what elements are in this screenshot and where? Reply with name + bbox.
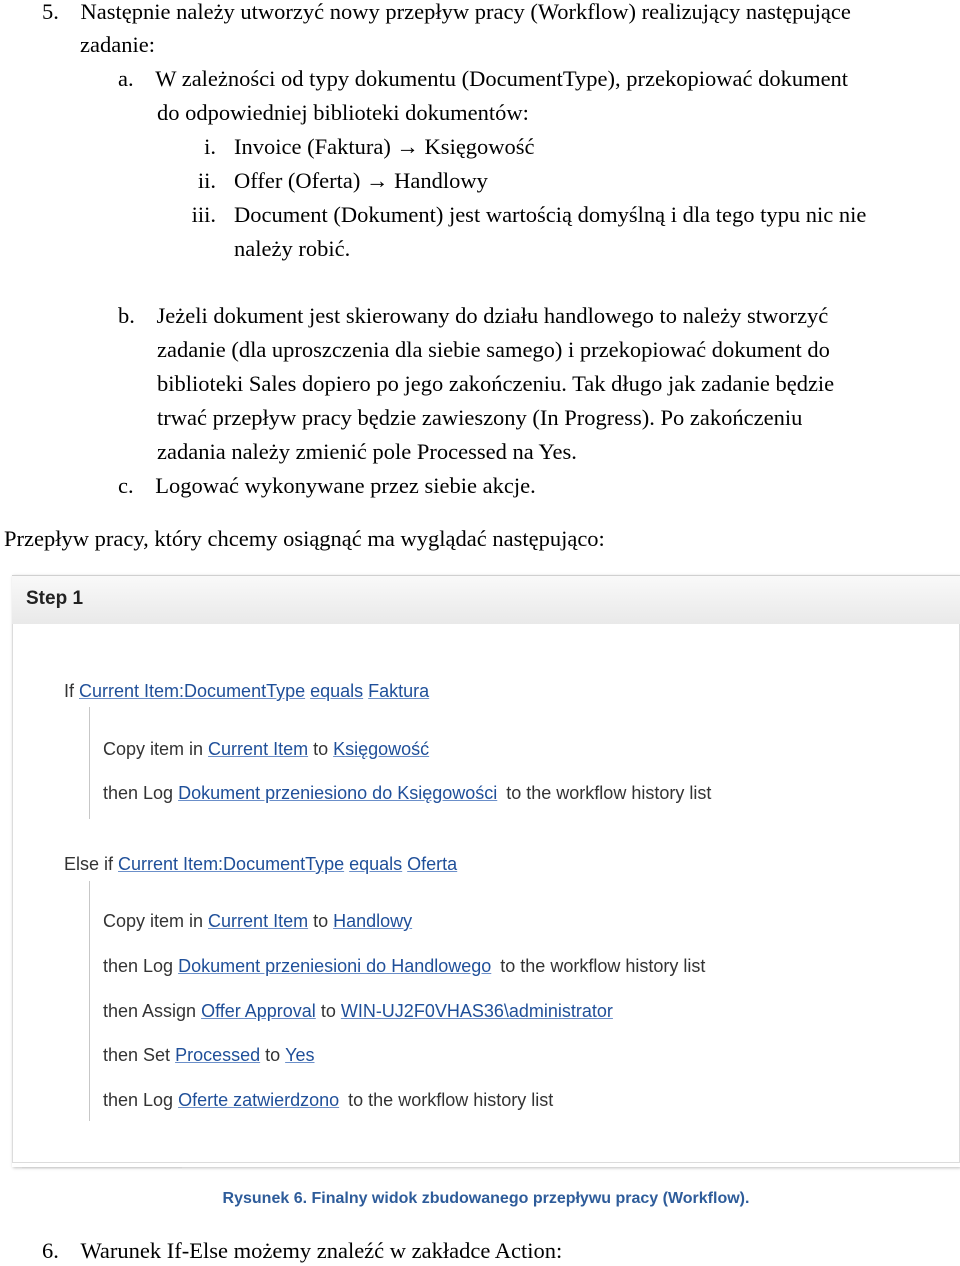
action-log [103,954,705,978]
step-header [12,575,960,625]
keyword: to the workflow history list [506,783,712,803]
list-item-5a [118,64,848,94]
keyword: If [64,681,75,701]
field-link[interactable]: Processed [175,1045,261,1065]
condition-if [64,679,429,703]
keyword: to [320,1001,336,1021]
paragraph-text-line: zadanie: [80,32,155,57]
action-log [103,1088,553,1112]
list-item-5 [42,0,851,27]
list-item-5c [118,471,536,501]
list-letter: c. [118,473,134,498]
keyword: then Log [103,1090,174,1110]
roman-numeral: iii. [191,202,216,227]
list-number: 6. [42,1238,59,1263]
paragraph-text: Warunek If-Else możemy znaleźć w zakładce Action: [80,1238,563,1263]
intro-paragraph: Przepływ pracy, który chcemy osiągnąć ma wyglądać następująco: [4,526,605,551]
step-body [12,624,960,1163]
destination-list-link[interactable]: Księgowość [333,739,430,759]
paragraph-text: Logować wykonywane przez siebie akcje. [155,473,536,498]
action-set-field [103,1043,315,1067]
condition-operator-link[interactable]: equals [310,681,364,701]
sub-item-text: Document (Dokument) jest wartością domyślną i dla tego typu nic nie [234,202,867,227]
workflow-designer-screenshot [12,575,960,1167]
paragraph-text-line: zadanie (dla uproszczenia dla siebie samego) i przekopiować dokument do [157,337,830,362]
action-copy-item [103,909,412,933]
list-number: 5. [42,0,59,24]
paragraph-text-line: zadania należy zmienić pole Processed na Yes. [157,439,577,464]
condition-field-link[interactable]: Current Item:DocumentType [118,854,345,874]
list-letter: a. [118,66,134,91]
keyword: then Set [103,1045,171,1065]
action-copy-item [103,737,429,761]
keyword: then Log [103,783,174,803]
task-link[interactable]: Offer Approval [201,1001,316,1021]
roman-numeral: ii. [197,168,216,193]
keyword: Copy item in [103,739,204,759]
keyword: then Log [103,956,174,976]
roman-numeral: i. [204,134,216,159]
action-assign [103,999,613,1023]
log-message-link[interactable]: Oferte zatwierdzono [178,1090,340,1110]
sub-item-text: Offer (Oferta) → Handlowy [234,168,488,193]
value-link[interactable]: Yes [285,1045,315,1065]
list-item-5b [118,301,828,331]
source-list-link[interactable]: Current Item [208,739,309,759]
keyword: to the workflow history list [348,1090,554,1110]
sub-item-text: Invoice (Faktura) → Księgowość [234,134,535,159]
keyword: Copy item in [103,911,204,931]
paragraph-text: Jeżeli dokument jest skierowany do działu handlowego to należy stworzyć [156,303,829,328]
figure-caption: Rysunek 6. Finalny widok zbudowanego przepływu pracy (Workflow). [222,1190,750,1207]
keyword: to [265,1045,281,1065]
action-log [103,781,711,805]
screenshot-shadow [22,1167,182,1170]
list-item-6 [42,1236,562,1266]
condition-value-link[interactable]: Faktura [368,681,430,701]
paragraph-text-line: do odpowiedniej biblioteki dokumentów: [157,100,529,125]
keyword: to [313,911,329,931]
paragraph-text-line: trwać przepływ pracy będzie zawieszony (In Progress). Po zakończeniu [157,405,803,430]
keyword: then Assign [103,1001,197,1021]
destination-list-link[interactable]: Handlowy [333,911,413,931]
list-letter: b. [118,303,135,328]
sub-item-text-line: należy robić. [234,236,351,261]
keyword: to [313,739,329,759]
keyword: Else if [64,854,114,874]
paragraph-text: Następnie należy utworzyć nowy przepływ pracy (Workflow) realizujący następujące [80,0,851,24]
indent-guide [89,707,90,819]
log-message-link[interactable]: Dokument przeniesioni do Handlowego [178,956,492,976]
source-list-link[interactable]: Current Item [208,911,309,931]
condition-value-link[interactable]: Oferta [407,854,458,874]
indent-guide [89,881,90,1121]
assignee-link[interactable]: WIN-UJ2F0VHAS36\administrator [340,1001,613,1021]
paragraph-text-line: biblioteki Sales dopiero po jego zakończeniu. Tak długo jak zadanie będzie [157,371,835,396]
keyword: to the workflow history list [500,956,706,976]
log-message-link[interactable]: Dokument przeniesiono do Księgowości [178,783,498,803]
condition-field-link[interactable]: Current Item:DocumentType [79,681,306,701]
paragraph-text: W zależności od typy dokumentu (DocumentType), przekopiować dokument [155,66,849,91]
condition-else-if [64,852,457,876]
condition-operator-link[interactable]: equals [349,854,403,874]
step-title: Step 1 [26,588,84,609]
